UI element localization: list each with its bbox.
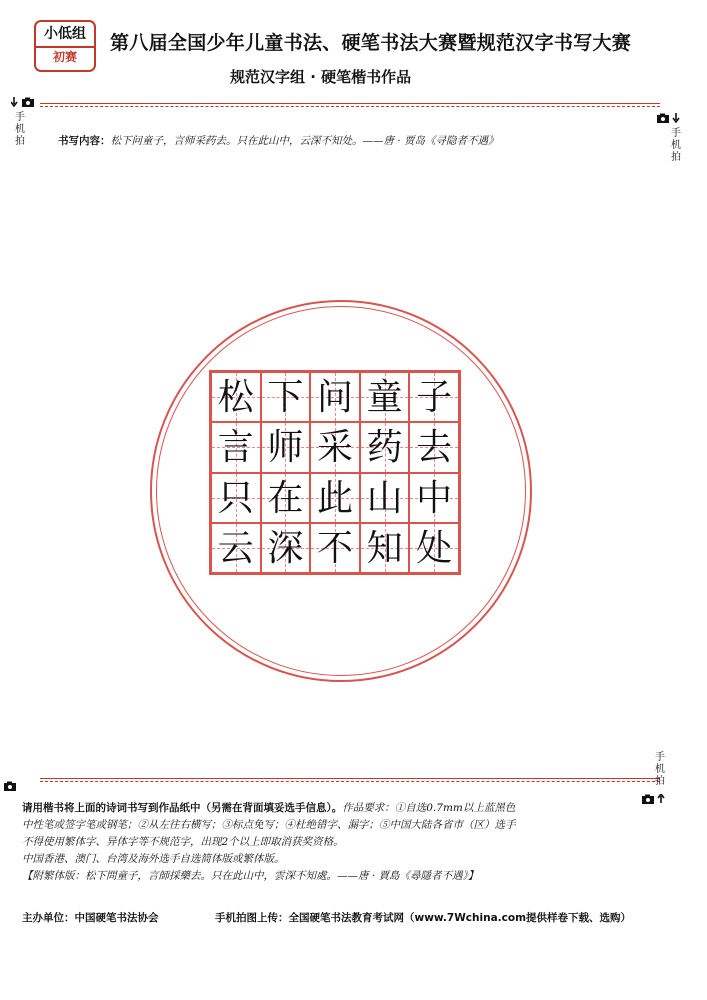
grid-character: 子 (416, 377, 453, 418)
badge-round-label: 初赛 (52, 50, 77, 64)
grid-cell (360, 372, 410, 422)
grid-character: 中 (416, 477, 453, 519)
grid-cell (360, 422, 410, 472)
grid-cell (409, 473, 459, 523)
top-guide-line (40, 103, 660, 104)
grid-cell (409, 422, 459, 472)
side-caption-top-left: 手机拍 (15, 112, 25, 147)
requirements-item-1: 作品要求：①自选0.7mm以上蓝黑色 (342, 802, 516, 814)
grid-cell (261, 523, 311, 573)
grid-cell (360, 523, 410, 573)
bottom-guide-dashed-line (40, 781, 660, 782)
grid-character: 下 (267, 377, 304, 418)
grid-character: 言 (217, 427, 254, 469)
requirements-line-5: 【附繁体版：松下問童子，言師採藥去。只在此山中，雲深不知處。——唐 · 賈島《尋隱者不遇》】 (22, 870, 479, 882)
grid-cell (261, 473, 311, 523)
writing-content-label: 书写内容： (58, 135, 111, 147)
grid-character: 深 (267, 527, 304, 569)
grid-character: 药 (366, 427, 403, 469)
grid-cell (211, 523, 261, 573)
group-badge (34, 20, 96, 72)
camera-icon (11, 97, 37, 110)
badge-group-label: 小低组 (36, 22, 94, 48)
camera-icon (4, 781, 16, 794)
writing-content (58, 133, 658, 148)
grid-character: 在 (267, 477, 304, 519)
requirements-line-2: 中性笔或签字笔或钢笔；②从左往右横写；③标点免写；④杜绝错字、漏字；⑤中国大陆各省市（区）选手 (22, 819, 516, 831)
bottom-guide-line (40, 778, 660, 779)
grid-cell (211, 473, 261, 523)
grid-character: 采 (316, 427, 353, 469)
side-caption-top-right: 手机拍 (671, 128, 681, 163)
grid-character: 处 (416, 527, 453, 569)
grid-character: 知 (366, 527, 403, 569)
requirements-block (22, 800, 647, 885)
grid-character: 山 (366, 477, 403, 519)
organizer-text: 主办单位：中国硬笔书法协会 (22, 912, 159, 924)
grid-character: 童 (366, 377, 403, 418)
upload-info-text: 手机拍图上传：全国硬笔书法教育考试网（www.7Wchina.com提供样卷下载、选购） (215, 912, 632, 924)
writing-content-text: 松下问童子，言师采药去。只在此山中，云深不知处。——唐 · 贾岛《寻隐者不遇》 (110, 135, 499, 147)
grid-character: 云 (217, 527, 254, 569)
camera-icon (656, 113, 682, 126)
grid-cell (310, 473, 360, 523)
grid-cell (261, 422, 311, 472)
category-subtitle: 规范汉字组 · 硬笔楷书作品 (230, 68, 412, 86)
grid-cell (310, 422, 360, 472)
grid-character: 师 (267, 427, 304, 469)
side-caption-bottom-right: 手机拍 (655, 752, 665, 787)
grid-cell (261, 372, 311, 422)
grid-character: 问 (316, 377, 353, 418)
grid-cell (211, 422, 261, 472)
grid-cell (211, 372, 261, 422)
grid-cell (409, 523, 459, 573)
grid-cell (360, 473, 410, 523)
grid-character: 松 (217, 377, 254, 418)
calligraphy-grid (209, 370, 461, 575)
grid-cell (310, 523, 360, 573)
grid-character: 只 (217, 477, 254, 519)
top-guide-dashed-line (40, 106, 660, 107)
competition-title: 第八届全国少年儿童书法、硬笔书法大赛暨规范汉字书写大赛 (110, 32, 632, 54)
grid-character: 不 (316, 527, 353, 569)
requirements-line-3: 不得使用繁体字、异体字等不规范字，出现2个以上即取消获奖资格。 (22, 836, 344, 848)
grid-character: 此 (316, 477, 353, 519)
grid-cell (310, 372, 360, 422)
requirements-intro: 请用楷书将上面的诗词书写到作品纸中（另需在背面填妥选手信息）。 (22, 802, 343, 814)
requirements-line-1 (22, 800, 647, 817)
grid-character: 去 (416, 427, 453, 469)
requirements-line-4: 中国香港、澳门、台湾及海外选手自选简体版或繁体版。 (22, 853, 285, 865)
grid-cell (409, 372, 459, 422)
